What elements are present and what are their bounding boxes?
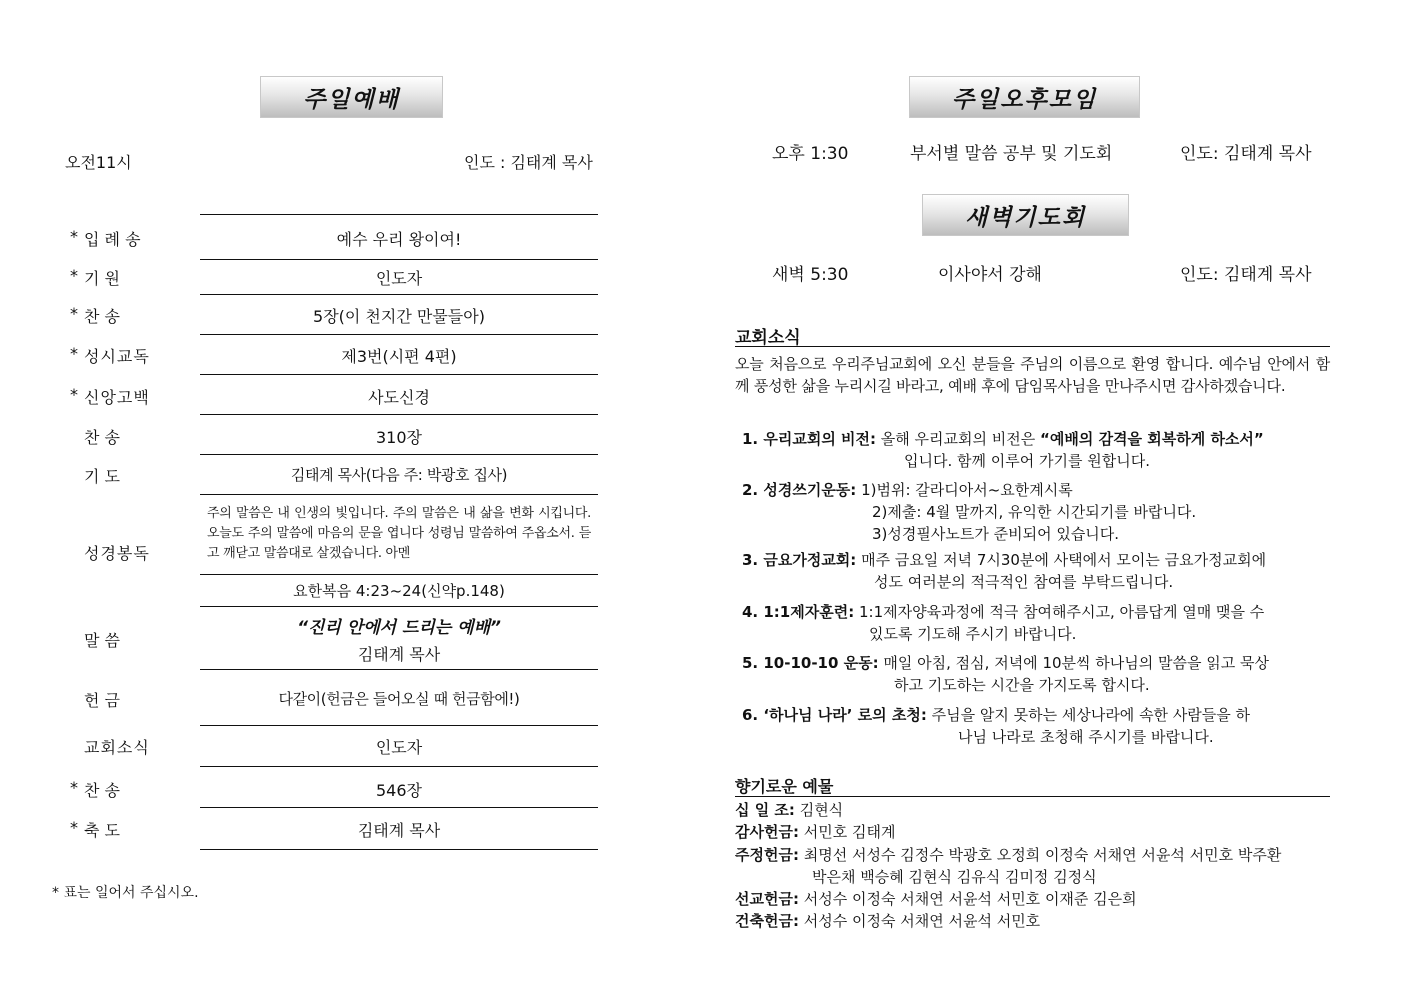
table-line <box>200 294 598 295</box>
news-item-discipleship: 4. 1:1제자훈련: 1:1제자양육과정에 적극 참여해주시고, 아름답게 열매 맺을 수 있도록 기도해 주시기 바랍니다. <box>742 603 1265 643</box>
table-line <box>200 414 598 415</box>
order-label-hymn-1: * 찬 송 <box>70 304 120 326</box>
scripture-prayer: 주의 말씀은 내 인생의 빛입니다. 주의 말씀은 내 삶을 변화 시킵니다. 오늘도 주의 말씀에 마음의 문을 엽니다 성령님 말씀하여 주옵소서. 듣고 깨닫고 말씀대로 살겠습니다. 아멘 <box>207 506 591 561</box>
table-line <box>200 849 598 850</box>
order-label-prayer: 기 도 <box>84 467 120 486</box>
order-label-hymn-3: * 찬 송 <box>70 778 120 800</box>
order-label-creed: * 신앙고백 <box>70 385 150 407</box>
table-line <box>200 374 598 375</box>
dawn-time: 새벽 5:30 <box>772 265 849 285</box>
order-value-responsive-reading: 제3번(시편 4편) <box>341 347 457 366</box>
offerings-heading: 향기로운 예물 <box>735 777 834 796</box>
news-item-bible-writing: 2. 성경쓰기운동: 1)범위: 갈라디아서~요한계시록 2)제출: 4월 말까지, 유익한 시간되기를 바랍니다. 3)성경필사노트가 준비되어 있습니다. <box>742 481 1197 543</box>
offerings-heading-line <box>735 796 1330 797</box>
sermon-title: “진리 안에서 드리는 예배” <box>297 618 501 638</box>
order-label-scripture: 성경봉독 <box>84 544 150 563</box>
order-label-sermon: 말 씀 <box>84 631 120 650</box>
offering-row-tithe: 십 일 조: 김현식 <box>735 801 844 819</box>
order-value-prayer: 김태계 목사(다음 주: 박광호 집사) <box>290 466 508 484</box>
order-value-hymn-1: 5장(이 천지간 만물들아) <box>313 307 485 326</box>
worship-title-box <box>260 76 443 118</box>
news-item-vision: 1. 우리교회의 비전: 올해 우리교회의 비전은 “예배의 감격을 회복하게 하소서” 입니다. 함께 이루어 가기를 원합니다. <box>742 430 1264 470</box>
table-line <box>200 606 598 607</box>
afternoon-title-box <box>909 76 1140 118</box>
table-line <box>200 259 598 260</box>
table-line <box>200 454 598 455</box>
order-value-invocation: 인도자 <box>375 269 423 288</box>
worship-time: 오전11시 <box>65 153 132 172</box>
dawn-title: 새벽기도회 <box>964 204 1087 231</box>
order-label-benediction: * 축 도 <box>70 818 120 840</box>
news-heading-line <box>735 346 1330 347</box>
scripture-passage: 요한복음 4:23~24(신약p.148) <box>293 582 505 600</box>
order-label-invocation: * 기 원 <box>70 266 120 288</box>
table-line <box>200 574 598 575</box>
table-line <box>200 494 598 495</box>
worship-title: 주일예배 <box>303 86 400 113</box>
news-item-10-10-10: 5. 10-10-10 운동: 매일 아침, 점심, 저녁에 10분씩 하나님의 말씀을 읽고 묵상 하고 기도하는 시간을 가지도록 합시다. <box>742 654 1269 694</box>
sermon-preacher: 김태계 목사 <box>357 645 441 664</box>
order-label-news: 교회소식 <box>84 738 150 757</box>
news-item-kingdom-invitation: 6. ‘하나님 나라’ 로의 초청: 주님을 알지 못하는 세상나라에 속한 사람들을 하 나님 나라로 초청해 주시기를 바랍니다. <box>742 706 1251 746</box>
offering-row-building: 건축헌금: 서성수 이정숙 서채연 서윤석 서민호 <box>735 912 1041 930</box>
order-label-offering: 헌 금 <box>84 691 120 710</box>
afternoon-time: 오후 1:30 <box>772 144 849 164</box>
worship-leader: 인도 : 김태계 목사 <box>464 153 593 172</box>
order-value-hymn-2: 310장 <box>376 428 422 447</box>
news-intro: 오늘 처음으로 우리주님교회에 오신 분들을 주님의 이름으로 환영 합니다. 예수님 안에서 함께 풍성한 삶을 누리시길 바라고, 예배 후에 담임목사님을 만나주시면 감사하겠습니다. <box>735 355 1330 395</box>
afternoon-desc: 부서별 말씀 공부 및 기도회 <box>910 144 1113 164</box>
offering-row-weekly: 주정헌금: 최명선 서성수 김정수 박광호 오정희 이정숙 서채연 서윤석 서민호 박주환 박은채 백승혜 김현식 김유식 김미정 김정식 <box>735 846 1282 886</box>
order-value-offering: 다같이(헌금은 들어오실 때 헌금함에!) <box>278 690 520 708</box>
afternoon-title: 주일오후모임 <box>951 86 1098 113</box>
table-line <box>200 766 598 767</box>
order-value-hymn-3: 546장 <box>376 781 422 800</box>
table-line <box>200 725 598 726</box>
order-value-news: 인도자 <box>375 738 423 757</box>
order-value-entrance: 예수 우리 왕이여! <box>336 230 462 249</box>
standing-footnote: * 표는 일어서 주십시오. <box>52 885 199 901</box>
dawn-desc: 이사야서 강해 <box>938 265 1042 285</box>
news-heading: 교회소식 <box>735 328 801 348</box>
offering-row-missions: 선교헌금: 서성수 이정숙 서채연 서윤석 서민호 이재준 김은희 <box>735 890 1137 908</box>
offering-row-thanks: 감사헌금: 서민호 김태계 <box>735 823 896 841</box>
order-label-hymn-2: 찬 송 <box>84 428 120 447</box>
order-label-responsive-reading: * 성시교독 <box>70 344 150 366</box>
table-line <box>200 334 598 335</box>
news-item-friday-church: 3. 금요가정교회: 매주 금요일 저녁 7시30분에 사택에서 모이는 금요가정교회에 성도 여러분의 적극적인 참여를 부탁드립니다. <box>742 551 1267 591</box>
order-value-benediction: 김태계 목사 <box>357 821 441 840</box>
table-line <box>200 807 598 808</box>
order-value-creed: 사도신경 <box>368 388 430 407</box>
dawn-leader: 인도: 김태계 목사 <box>1180 265 1312 285</box>
table-line <box>200 214 598 215</box>
order-label-entrance: * 입 례 송 <box>70 227 141 249</box>
dawn-title-box <box>922 194 1129 236</box>
table-line <box>200 669 598 670</box>
afternoon-leader: 인도: 김태계 목사 <box>1180 144 1312 164</box>
